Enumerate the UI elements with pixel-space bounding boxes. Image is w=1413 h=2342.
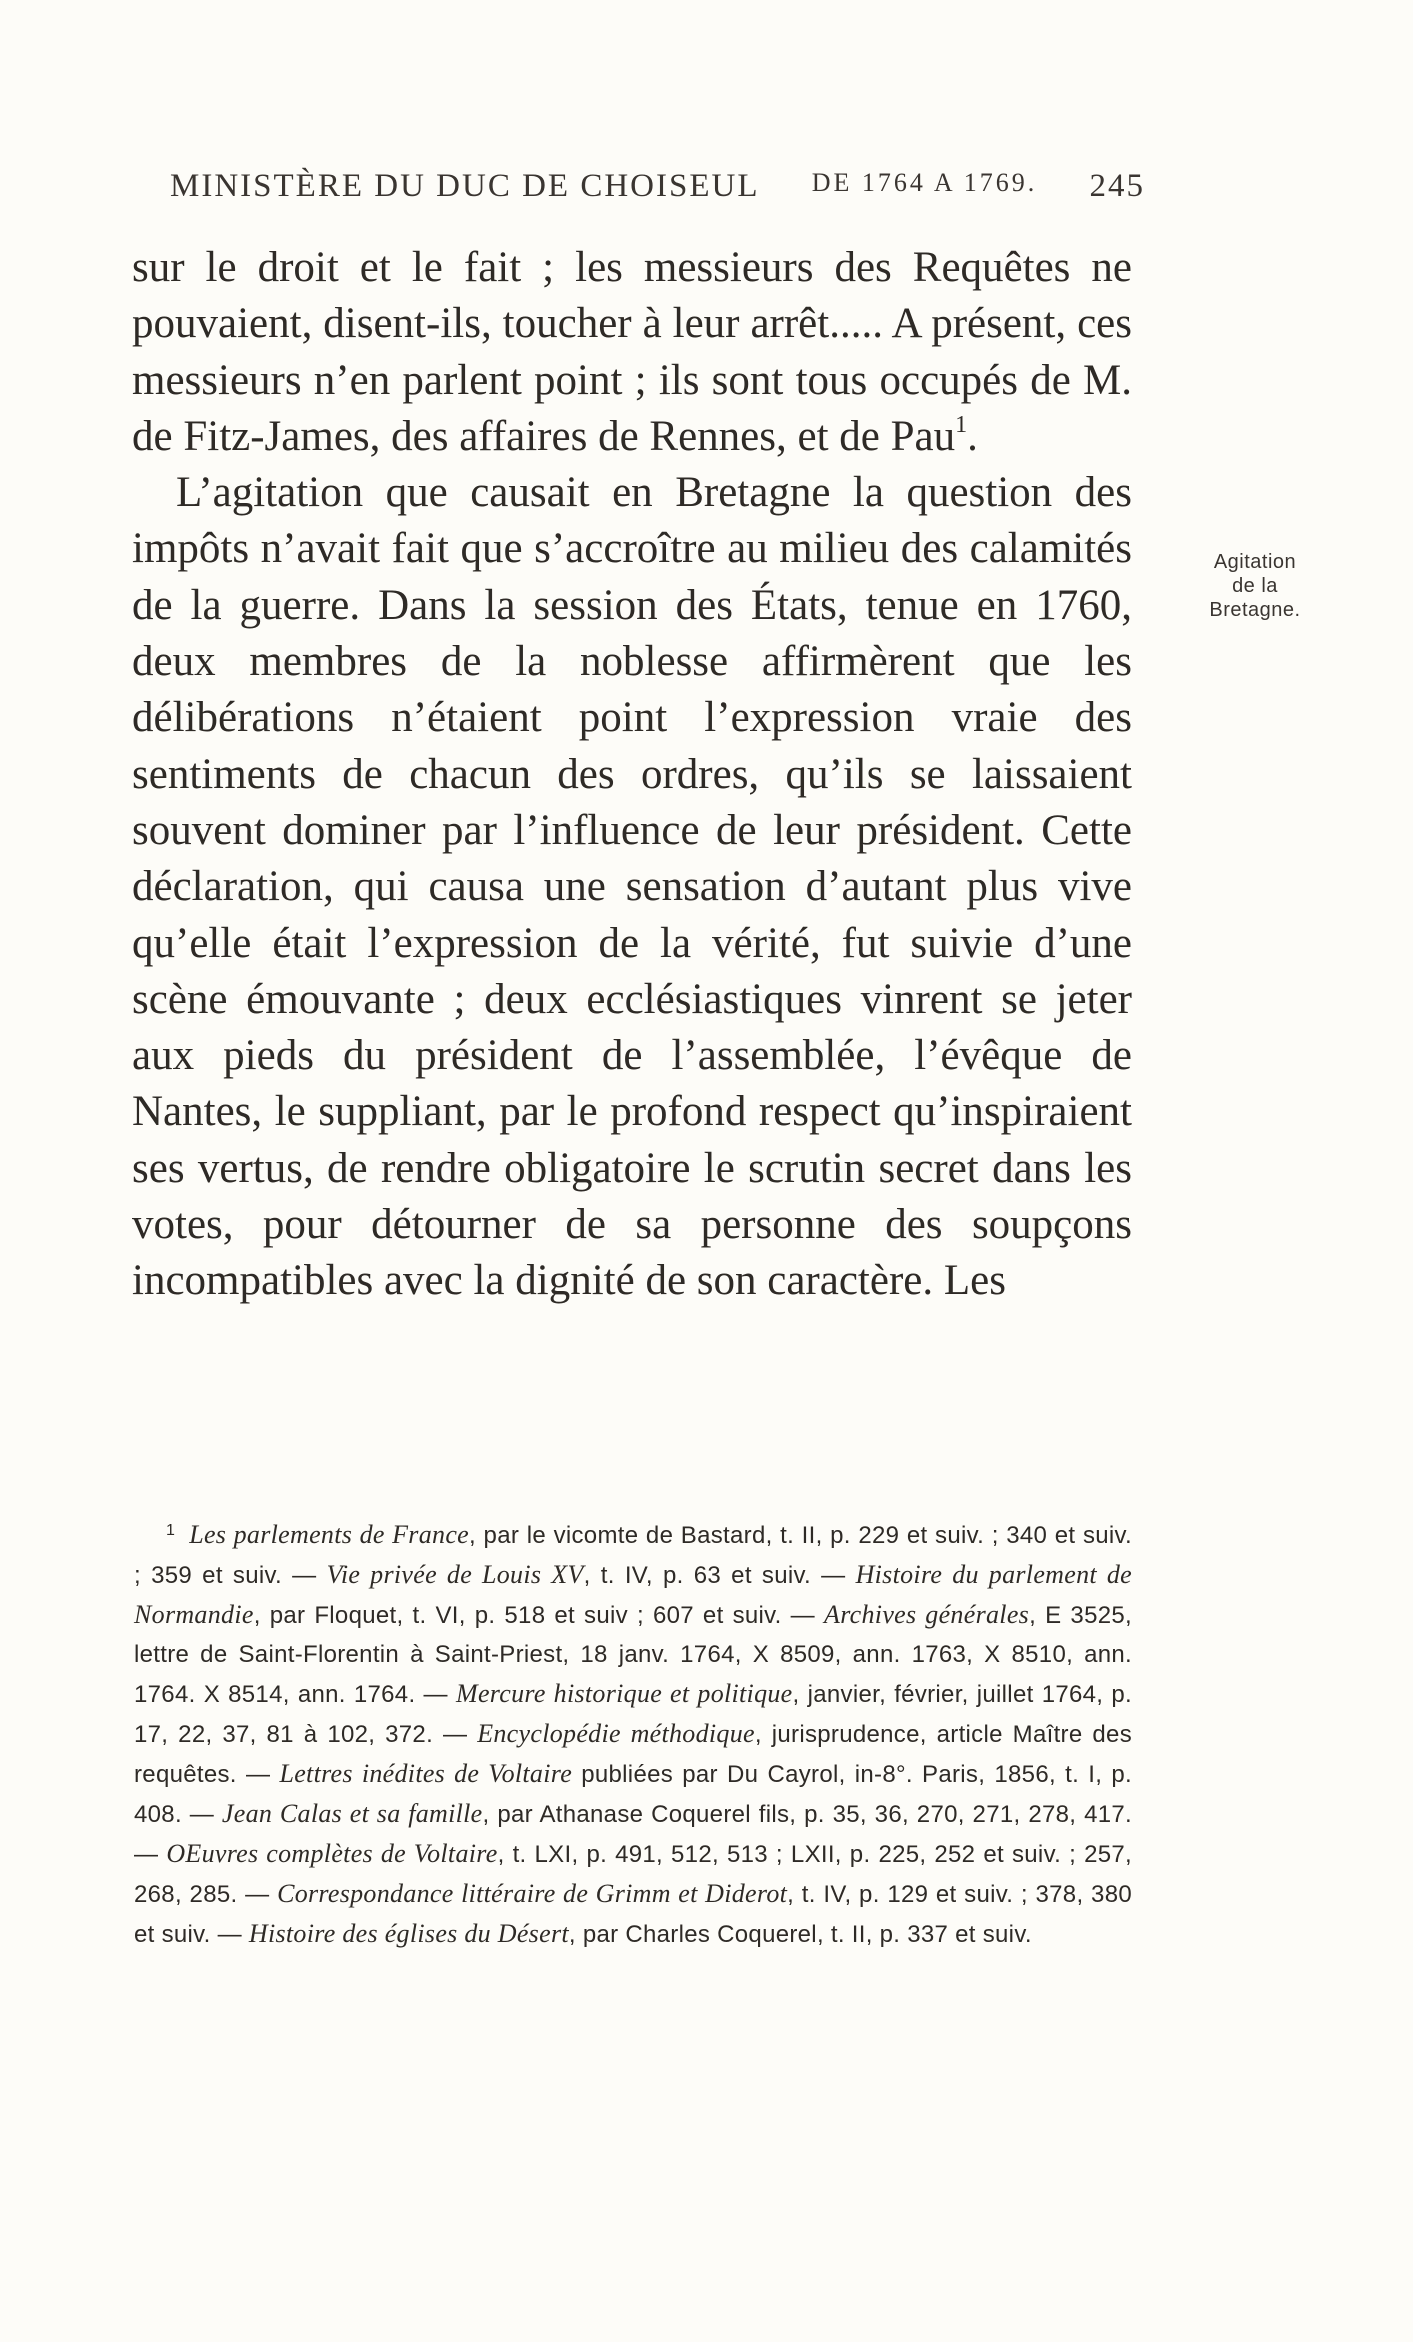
footnote-text: , par le vicomte de Bastard, t. II, p. 229 et suiv. ; 340 et suiv. ; 359 et suiv. — — [134, 1522, 1133, 1589]
running-head — [170, 168, 1145, 205]
footnote-title: Lettres inédites de Voltaire — [279, 1759, 573, 1788]
footnote-text: , janvier, février, juillet 1764, p. 17, 22, 37, 81 à 102, 372. — — [134, 1681, 1132, 1748]
footnote-title: Vie privée de Louis XV — [326, 1560, 584, 1589]
margin-note-line-2: de la — [1232, 575, 1278, 597]
footnote-title: Encyclopédie méthodique — [477, 1719, 755, 1748]
footnote-title: Histoire du parlement de Normandie — [134, 1560, 1133, 1629]
footnote-text: , par Charles Coquerel, t. II, p. 337 et suiv. — [568, 1921, 1032, 1948]
footnote-title: Les parlements de France — [189, 1520, 470, 1549]
paragraph-1-tail: . — [967, 412, 978, 460]
footnote-title: Histoire des églises du Désert — [248, 1919, 569, 1948]
paragraph-continued — [132, 240, 1132, 465]
margin-note-line-3: Bretagne. — [1209, 599, 1301, 621]
footnote-text: publiées par Du Cayrol, in-8°. Paris, 1856, t. I, p. 408. — — [134, 1761, 1132, 1828]
footnote-title: Correspondance littéraire de Grimm et Diderot — [277, 1879, 788, 1908]
footnote-text: , t. LXI, p. 491, 512, 513 ; LXII, p. 225, 252 et suiv. ; 257, 268, 285. — — [134, 1841, 1132, 1908]
footnote-text: , jurisprudence, article Maître des requêtes. — — [134, 1721, 1132, 1788]
footnote-text: , par Athanase Coquerel fils, p. 35, 36, 270, 271, 278, 417. — — [134, 1801, 1132, 1868]
running-head-title: MINISTÈRE DU DUC DE CHOISEUL — [170, 168, 760, 204]
footnote-title: Jean Calas et sa famille — [221, 1799, 483, 1828]
footnote — [134, 1515, 1132, 1954]
footnote-text: , t. IV, p. 129 et suiv. ; 378, 380 et suiv. — — [134, 1881, 1132, 1948]
paragraph-1-text: sur le droit et le fait ; les messieurs des Requêtes ne pouvaient, disent-ils, toucher à leur arrêt..... A présent, ces messieurs n’en parlent point ; ils sont tous occupés de M. de Fitz-James, des affaires de Rennes, et de Pau — [132, 244, 1132, 460]
footnote-number: 1 — [166, 1522, 176, 1539]
footnote-title: Archives générales — [824, 1600, 1030, 1629]
footnote-text: , par Floquet, t. VI, p. 518 et suiv ; 607 et suiv. — — [253, 1602, 825, 1629]
footnote-text: , t. IV, p. 63 et suiv. — — [583, 1562, 856, 1589]
running-head-range: DE 1764 A 1769. — [811, 168, 1038, 197]
margin-note — [1180, 550, 1330, 622]
footnote-text: , E 3525, lettre de Saint-Florentin à Saint-Priest, 18 janv. 1764, X 8509, ann. 1763, X 8510, ann. 1764. X 8514, ann. 1764. — — [134, 1602, 1132, 1708]
footnote-title: Mercure historique et politique — [456, 1679, 793, 1708]
main-text — [132, 240, 1132, 1310]
page-number: 245 — [1089, 168, 1145, 204]
paragraph-agitation: L’agitation que causait en Bretagne la question des impôts n’avait fait que s’accroître au milieu des calamités de la guerre. Dans la session des États, tenue en 1760, deux membres de la noblesse affirmèrent que les délibérations n’étaient point l’expression vraie des sentiments de chacun des ordres, qu’ils se laissaient souvent dominer par l’influence de leur président. Cette déclaration, qui causa une sensation d’autant plus vive qu’elle était l’expression de la vérité, fut suivie d’une scène émouvante ; deux ecclésiastiques vinrent se jeter aux pieds du président de l’assemblée, l’évêque de Nantes, le suppliant, par le profond respect qu’inspiraient ses vertus, de rendre obligatoire le scrutin secret dans les votes, pour détourner de sa personne des soupçons incompatibles avec la dignité de son caractère. Les — [132, 469, 1132, 1305]
footnote-title: OEuvres complètes de Voltaire — [166, 1839, 498, 1868]
margin-note-line-1: Agitation — [1213, 551, 1297, 573]
footnote-reference: 1 — [955, 411, 968, 438]
footnotes — [134, 1515, 1132, 1954]
